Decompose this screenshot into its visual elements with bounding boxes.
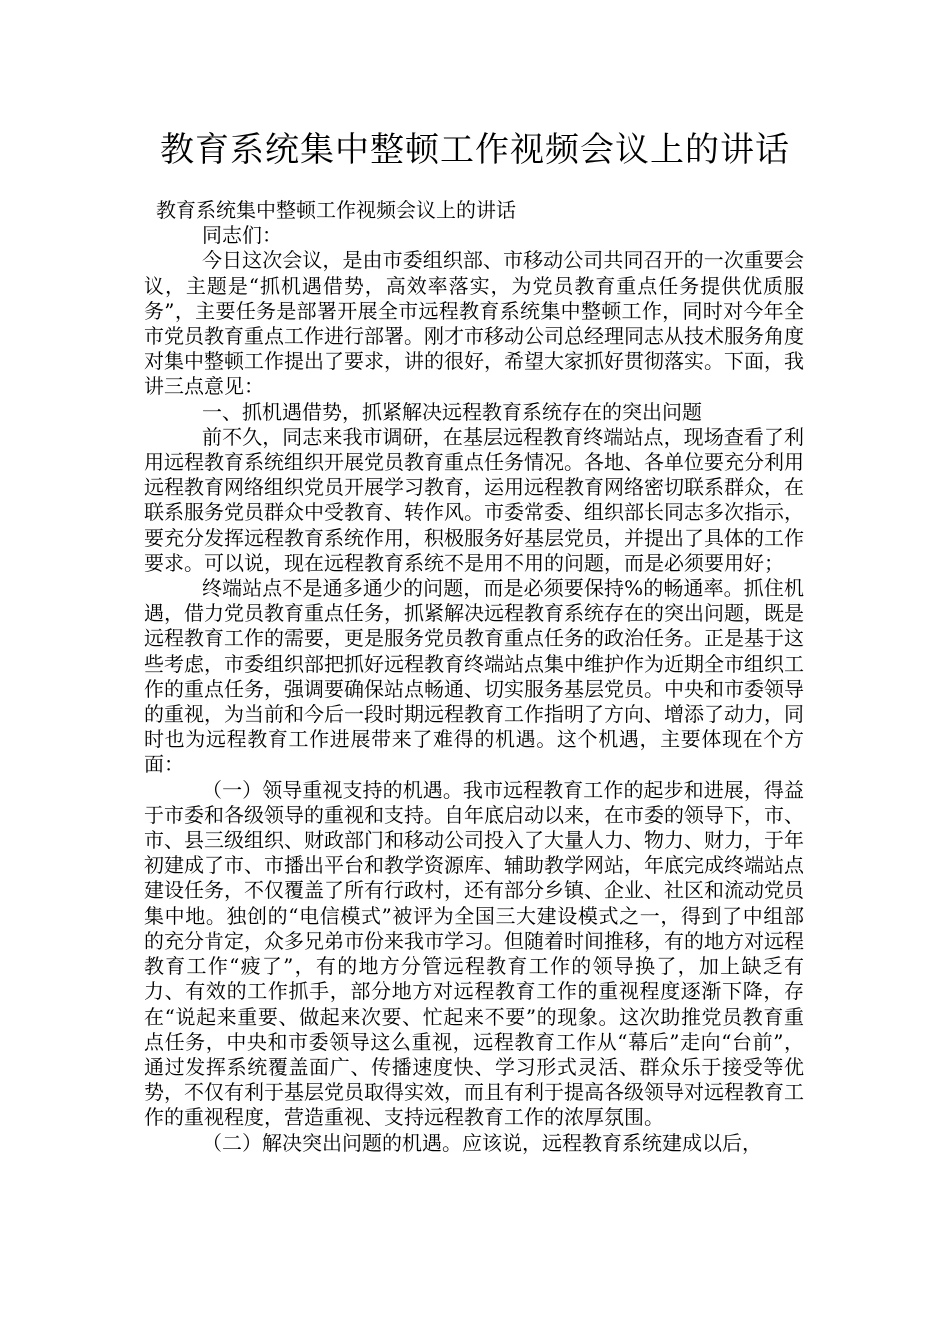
document-body bbox=[144, 198, 804, 1156]
section-heading-1: 一、抓机遇借势，抓紧解决远程教育系统存在的突出问题 bbox=[202, 399, 702, 424]
paragraph-research: 前不久，同志来我市调研，在基层远程教育终端站点，现场查看了利用远程教育系统组织开展党员教育重点任务情况。各地、各单位要充分利用远程教育网络组织党员开展学习教育，运用远程教育网络密切联系群众，在联系服务党员群众中受教育、转作风。市委常委、组织部长同志多次指示，要充分发挥远程教育系统作用，积极服务好基层党员，并提出了具体的工作要求。可以说，现在远程教育系统不是用不用的问题，而是必须要用好； bbox=[144, 424, 804, 575]
paragraph-problem-opportunity: （二）解决突出问题的机遇。应该说，远程教育系统建成以后， bbox=[202, 1130, 762, 1155]
paragraph-opening: 今日这次会议，是由市委组织部、市移动公司共同召开的一次重要会议，主题是“抓机遇借势，高效率落实，为党员教育重点任务提供优质服务”，主要任务是部署开展全市远程教育系统集中整顿工作，同时对今年全市党员教育重点工作进行部署。刚才市移动公司总经理同志从技术服务角度对集中整顿工作提出了要求，讲的很好，希望大家抓好贯彻落实。下面，我讲三点意见： bbox=[144, 248, 804, 399]
paragraph-leadership-opportunity: （一）领导重视支持的机遇。我市远程教育工作的起步和进展，得益于市委和各级领导的重视和支持。自年底启动以来，在市委的领导下，市、市、县三级组织、财政部门和移动公司投入了大量人力、物力、财力，于年初建成了市、市播出平台和教学资源库、辅助教学网站，年底完成终端站点建设任务，不仅覆盖了所有行政村，还有部分乡镇、企业、社区和流动党员集中地。独创的“电信模式”被评为全国三大建设模式之一，得到了中组部的充分肯定，众多兄弟市份来我市学习。但随着时间推移，有的地方对远程教育工作“疲了”，有的地方分管远程教育工作的领导换了，加上缺乏有力、有效的工作抓手，部分地方对远程教育工作的重视程度逐渐下降，存在“说起来重要、做起来次要、忙起来不要”的现象。这次助推党员教育重点任务，中央和市委领导这么重视，远程教育工作从“幕后”走向“台前”，通过发挥系统覆盖面广、传播速度快、学习形式灵活、群众乐于接受等优势，不仅有利于基层党员取得实效，而且有利于提高各级领导对远程教育工作的重视程度，营造重视、支持远程教育工作的浓厚氛围。 bbox=[144, 777, 804, 1130]
document-subtitle: 教育系统集中整顿工作视频会议上的讲话 bbox=[156, 198, 516, 222]
salutation: 同志们： bbox=[202, 223, 282, 248]
paragraph-terminal-sites: 终端站点不是通多通少的问题，而是必须要保持%的畅通率。抓住机遇，借力党员教育重点任务，抓紧解决远程教育系统存在的突出问题，既是远程教育工作的需要，更是服务党员教育重点任务的政治任务。正是基于这些考虑，市委组织部把抓好远程教育终端站点集中维护作为近期全市组织工作的重点任务，强调要确保站点畅通、切实服务基层党员。中央和市委领导的重视，为当前和今后一段时期远程教育工作指明了方向、增添了动力，同时也为远程教育工作进展带来了难得的机遇。这个机遇，主要体现在个方面： bbox=[144, 576, 804, 777]
document-title: 教育系统集中整顿工作视频会议上的讲话 bbox=[160, 130, 790, 170]
